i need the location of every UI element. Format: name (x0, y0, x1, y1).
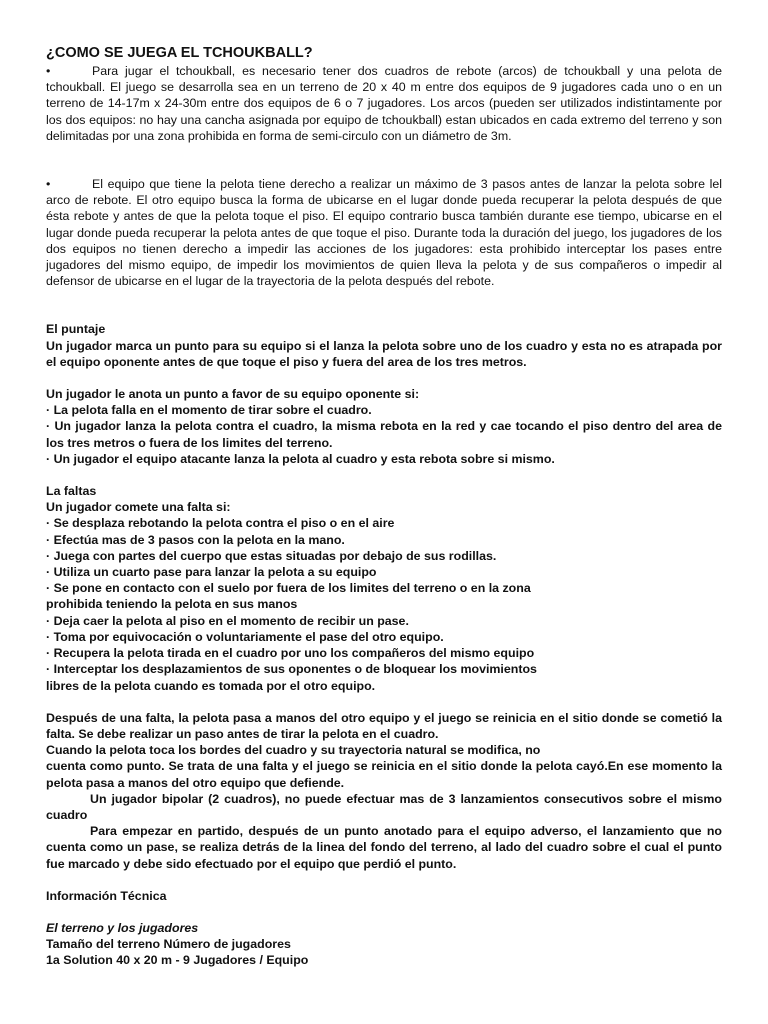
list-item: · Efectúa mas de 3 pasos con la pelota en la mano. (46, 532, 345, 547)
bullet-paragraph-2 (46, 176, 722, 289)
despues-paragraph: Después de una falta, la pelota pasa a manos del otro equipo y el juego se reinicia en el sitio donde se cometió la falta. Se debe realizar un paso antes de tirar la pelota en el cuadro. (46, 710, 722, 741)
paragraph-text: El equipo que tiene la pelota tiene derecho a realizar un máximo de 3 pasos antes de lanzar la pelota sobre lel arco de rebote. El otro equipo busca la forma de ubicarse en el lugar donde pueda recuperar la pelota después de que ésta rebote y antes de que la pelota toque el piso. El equipo contrario busca también durante ese tiempo, ubicarse en el lugar donde pueda recuperar la pelota antes de que toque el piso. Durante toda la duración del juego, los jugadores de los dos equipos no tienen derecho a impedir las acciones de los jugadores: esta prohibido interceptar los pases entre jugadores del mismo equipo, de impedir los movimientos de quien lleva la pelota y de sus compañeros o impedir al defensor de ubicarse en el lugar de la trayectoria de la pelota después del rebote. (46, 177, 722, 289)
puntaje-text: Un jugador marca un punto para su equipo si el lanza la pelota sobre uno de los cuadro y esta no es atrapada por el equipo oponente antes de que toque el piso y fuera del area de los tres metros. (46, 338, 722, 369)
oponente-list (46, 402, 722, 467)
oponente-heading: Un jugador le anota un punto a favor de su equipo oponente si: (46, 387, 420, 402)
bullet-icon: • (46, 177, 51, 192)
info-heading: Información Técnica (46, 888, 167, 903)
list-item: · La pelota falla en el momento de tirar sobre el cuadro. (46, 403, 372, 418)
empezar-paragraph: Para empezar en partido, después de un punto anotado para el equipo adverso, el lanzamiento que no cuenta como un pase, se realiza detrás de la linea del fondo del terreno, al lado del cuadro sobre el cual el punto fue marcado y debe sido efectuado por el equipo que perdió el punto. (46, 824, 722, 871)
faltas-heading: La faltas (46, 484, 97, 499)
despues-paragraph-2: cuenta como punto. Se trata de una falta y el juego se reinicia en el sitio donde la pelota cayó.En ese momento la pelota pasa a manos del otro equipo que defiende. (46, 759, 722, 790)
list-item: · Se desplaza rebotando la pelota contra el piso o en el aire (46, 516, 395, 531)
terreno-heading: El terreno y los jugadores (46, 920, 199, 935)
list-item: libres de la pelota cuando es tomada por el otro equipo. (46, 678, 376, 693)
bullet-paragraph-1 (46, 63, 722, 144)
list-item: prohibida teniendo la pelota en sus manos (46, 597, 298, 612)
solution-line: 1a Solution 40 x 20 m - 9 Jugadores / Equipo (46, 953, 309, 968)
bullet-icon: • (46, 64, 51, 78)
document-title: ¿COMO SE JUEGA EL TCHOUKBALL? (46, 45, 313, 61)
list-item: · Recupera la pelota tirada en el cuadro por uno los compañeros del mismo equipo (46, 646, 535, 661)
list-item: · Un jugador lanza la pelota contra el cuadro, la misma rebota en la red y cae tocando el piso dentro del area de los tres metros o fuera de los limites del terreno. (46, 419, 722, 450)
list-item: · Utiliza un cuarto pase para lanzar la pelota a su equipo (46, 565, 377, 580)
puntaje-heading: El puntaje (46, 322, 106, 337)
list-item: · Un jugador el equipo atacante lanza la pelota al cuadro y esta rebota sobre si mismo. (46, 451, 555, 466)
faltas-intro: Un jugador comete una falta si: (46, 500, 231, 515)
list-item: · Toma por equivocación o voluntariamente el pase del otro equipo. (46, 629, 444, 644)
list-item: · Se pone en contacto con el suelo por fuera de los limites del terreno o en la zona (46, 581, 531, 596)
despues-line: Cuando la pelota toca los bordes del cuadro y su trayectoria natural se modifica, no (46, 743, 541, 758)
list-item: · Juega con partes del cuerpo que estas situadas por debajo de sus rodillas. (46, 548, 497, 563)
paragraph-text: Para jugar el tchoukball, es necesario tener dos cuadros de rebote (arcos) de tchoukball y una pelota de tchoukball. El juego se desarrolla sea en un terreno de 20 x 40 m entre dos equipos de 9 jugadores cada uno o en un terreno de 14-17m x 24-30m entre dos equipos de 6 o 7 jugadores. Los arcos (pueden ser utilizados indistintamente por los dos equipos: no hay una cancha asignada por equipo de tchoukball) estan ubicados en cada extremo del terreno y son delimitadas por una zona prohibida en forma de semi-circulo con un diámetro de 3m. (46, 64, 722, 143)
bipolar-paragraph: Un jugador bipolar (2 cuadros), no puede efectuar mas de 3 lanzamientos consecutivos sobre el mismo cuadro (46, 791, 722, 822)
tamano-line: Tamaño del terreno Número de jugadores (46, 937, 291, 952)
list-item: · Deja caer la pelota al piso en el momento de recibir un pase. (46, 613, 409, 628)
faltas-list (46, 515, 722, 693)
list-item: · Interceptar los desplazamientos de sus oponentes o de bloquear los movimientos (46, 662, 537, 677)
